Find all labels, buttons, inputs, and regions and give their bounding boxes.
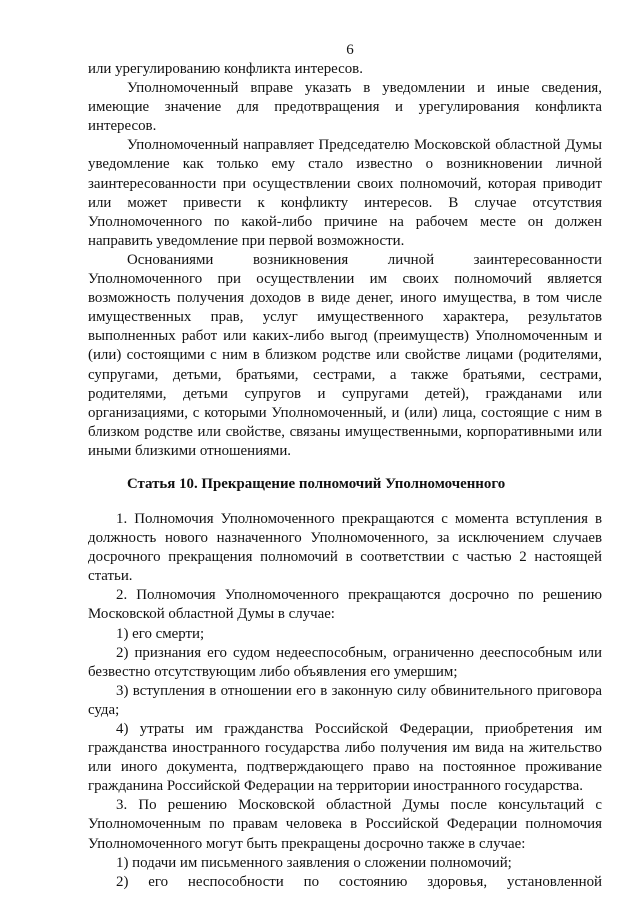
paragraph-article-part-3: 3. По решению Московской областной Думы после консультаций с Уполномоченным по правам человека в Российской Федерации полномочия Уполномоченного могут быть прекращены досрочно также в случае: <box>88 797 602 852</box>
paragraph-personal-interest-grounds: Основаниями возникновения личной заинтересованности Уполномоченного при осуществлении им своих полномочий является возможность получения доходов в виде денег, иного имущества, в том числе имущественных прав, услуг имущественного характера, результатов выполненных работ или каких-либо выгод (преимуществ) Уполномоченным и (или) состоящими с ним в близком родстве или свойстве лицами (родителями, супругами, детьми, братьями, сестрами, а также братьями, сестрами, родителями, детьми супругов и супругами детей), гражданами или организациями, с которыми Уполномоченный, и (или) лица, состоящие с ним в близком родстве или свойстве, связаны имущественными, корпоративными или иными близкими отношениями. <box>88 251 602 459</box>
paragraph-notification-chairman: Уполномоченный направляет Председателю Московской областной Думы уведомление как только ему стало известно о возникновении личной заинтересованности при осуществлении своих полномочий, которая приводит или может привести к конфликту интересов. В случае отсутствия Уполномоченного по какой-либо причине на рабочем месте он должен направить уведомление при первой возможности. <box>88 137 602 249</box>
paragraph-article-part-2: 2. Полномочия Уполномоченного прекращаются досрочно по решению Московской областной Думы в случае: <box>88 587 602 623</box>
paragraph-notification-details: Уполномоченный вправе указать в уведомлении и иные сведения, имеющие значение для предотвращения и урегулирования конфликта интересов. <box>88 80 602 135</box>
page-number: 6 <box>346 42 354 58</box>
list-item-health: 2) его неспособности по состоянию здоровья, установленной <box>116 873 602 890</box>
list-item-citizenship: 4) утраты им гражданства Российской Федерации, приобретения им гражданства иностранного государства либо получения им вида на жительство или иного документа, подтверждающего право на постоянное проживание гражданина Российской Федерации на территории иностранного государства. <box>88 721 602 795</box>
list-item-conviction: 3) вступления в отношении его в законную силу обвинительного приговора суда; <box>88 682 602 718</box>
paragraph-article-part-1: 1. Полномочия Уполномоченного прекращаются с момента вступления в должность нового назначенного Уполномоченного, за исключением случаев досрочного прекращения полномочий в соответствии с частью 2 настоящей статьи. <box>88 510 602 585</box>
list-item-incapacity: 2) признания его судом недееспособным, ограниченно дееспособным или безвестно отсутствующим либо объявления его умершим; <box>88 644 602 680</box>
list-item-resignation: 1) подачи им письменного заявления о сложении полномочий; <box>116 854 512 871</box>
list-item-death: 1) его смерти; <box>116 625 205 642</box>
paragraph-continuation: или урегулированию конфликта интересов. <box>88 61 363 77</box>
article-heading: Статья 10. Прекращение полномочий Уполномоченного <box>127 475 506 492</box>
